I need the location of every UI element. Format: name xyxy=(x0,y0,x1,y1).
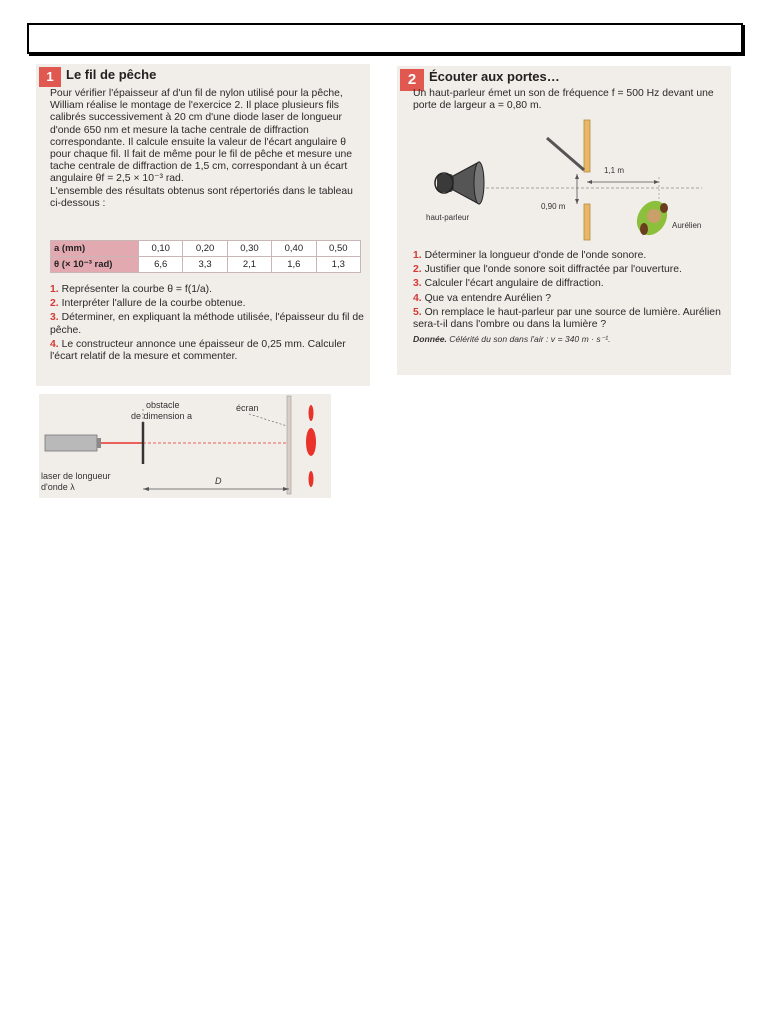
header-box xyxy=(27,23,743,54)
question-number: 2. xyxy=(50,298,59,310)
question-list xyxy=(50,284,364,365)
table-cell: 0,30 xyxy=(227,241,271,257)
exercise-number-badge: 1 xyxy=(39,67,61,87)
question-item xyxy=(413,278,727,290)
exercise-2-panel xyxy=(397,66,731,375)
laser-icon xyxy=(45,435,97,451)
question-item xyxy=(413,307,727,331)
screen-label: écran xyxy=(236,403,259,413)
question-item xyxy=(413,250,727,262)
laser-label-2: d'onde λ xyxy=(41,482,75,492)
table-row xyxy=(51,257,361,273)
distance-label: D xyxy=(215,476,222,486)
wall-upper xyxy=(584,120,590,172)
question-text: Calculer l'écart angulaire de diffraction. xyxy=(424,278,604,290)
question-text: On remplace le haut-parleur par une source de lumière. Aurélien sera-t-il dans l'ombre ou dans la lumière ? xyxy=(413,306,721,331)
question-item xyxy=(50,312,364,336)
question-text: Représenter la courbe θ = f(1/a). xyxy=(61,284,213,295)
open-door xyxy=(547,138,584,170)
laser-label: laser de longueur xyxy=(41,471,111,481)
question-number: 4. xyxy=(413,292,422,304)
question-number: 1. xyxy=(50,284,59,295)
exercise-number-badge: 2 xyxy=(400,69,424,91)
question-text: Le constructeur annonce une épaisseur de 0,25 mm. Calculer l'écart relatif de la mesure et commenter. xyxy=(50,338,346,363)
exercise-intro: Un haut-parleur émet un son de fréquence f = 500 Hz devant une porte de largeur a = 0,80 m. xyxy=(413,88,714,112)
question-number: 3. xyxy=(50,312,59,324)
exercise-title: Écouter aux portes… xyxy=(429,69,560,84)
obstacle-label-2: de dimension a xyxy=(131,411,193,421)
results-table xyxy=(50,240,361,273)
table-cell: 0,40 xyxy=(272,241,316,257)
exercise-intro xyxy=(50,88,364,210)
question-item xyxy=(50,298,364,310)
question-text: Justifier que l'onde sonore soit diffractée par l'ouverture. xyxy=(424,264,682,276)
table-cell: 2,1 xyxy=(227,257,271,273)
table-cell: 0,50 xyxy=(316,241,360,257)
question-list xyxy=(413,250,727,345)
gap-label: 0,90 m xyxy=(541,202,566,211)
question-number: 1. xyxy=(413,250,422,261)
row-header-a: a (mm) xyxy=(51,241,139,257)
given-data-text: Célérité du son dans l'air : v = 340 m · s⁻¹. xyxy=(449,334,611,345)
table-cell: 1,6 xyxy=(272,257,316,273)
question-number: 4. xyxy=(50,338,59,350)
side-spot xyxy=(309,471,314,487)
speaker-icon xyxy=(435,162,484,204)
question-text: Déterminer, en expliquant la méthode utilisée, l'épaisseur du fil de pêche. xyxy=(50,312,364,336)
question-text: Que va entendre Aurélien ? xyxy=(424,292,552,304)
distance-label: 1,1 m xyxy=(604,166,625,175)
diffraction-diagram xyxy=(39,394,331,498)
table-cell: 3,3 xyxy=(183,257,227,273)
question-item xyxy=(50,284,364,296)
exercise-title: Le fil de pêche xyxy=(66,67,157,82)
row-header-theta: θ (× 10⁻³ rad) xyxy=(51,257,139,273)
central-spot xyxy=(306,428,316,456)
person-label: Aurélien xyxy=(672,221,702,230)
table-row xyxy=(51,241,361,257)
table-cell: 6,6 xyxy=(139,257,183,273)
obstacle-label: obstacle xyxy=(146,400,180,410)
question-item xyxy=(50,339,364,363)
person-icon xyxy=(631,195,673,240)
intro-paragraph-2: L'ensemble des résultats obtenus sont répertoriés dans le tableau ci-dessous : xyxy=(50,185,353,209)
side-spot xyxy=(309,405,314,421)
exercise-1-panel xyxy=(36,64,370,386)
diffraction-figure xyxy=(39,394,331,498)
wall-lower xyxy=(584,204,590,240)
question-text: Déterminer la longueur d'onde de l'onde sonore. xyxy=(424,250,647,261)
question-number: 5. xyxy=(413,306,422,318)
table-cell: 0,20 xyxy=(183,241,227,257)
screen xyxy=(287,396,291,494)
question-number: 3. xyxy=(413,278,422,290)
question-item xyxy=(413,293,727,305)
table-cell: 1,3 xyxy=(316,257,360,273)
question-number: 2. xyxy=(413,264,422,276)
given-data-label: Donnée. xyxy=(413,334,447,345)
speaker-label: haut-parleur xyxy=(426,213,470,222)
question-text: Interpréter l'allure de la courbe obtenue. xyxy=(61,298,246,310)
intro-paragraph: Pour vérifier l'épaisseur af d'un fil de nylon utilisé pour la pêche, William réalise le montage de l'exercice 2. Il place plusieurs fils calibrés successivement à 20 cm d'une diode laser de longueur d'onde 650 nm et mesure la tache centrale de diffraction correspondante. Il calcule ensuite la valeur de l'écart angulaire θ pour chaque fil. Il fait de même pour le fil de pêche et mesure une tache centrale de diffraction de 1,5 cm, correspondant à un écart angulaire θf = 2,5 × 10⁻³ rad. xyxy=(50,88,353,185)
given-data xyxy=(413,333,727,345)
table-cell: 0,10 xyxy=(139,241,183,257)
question-item xyxy=(413,264,727,276)
